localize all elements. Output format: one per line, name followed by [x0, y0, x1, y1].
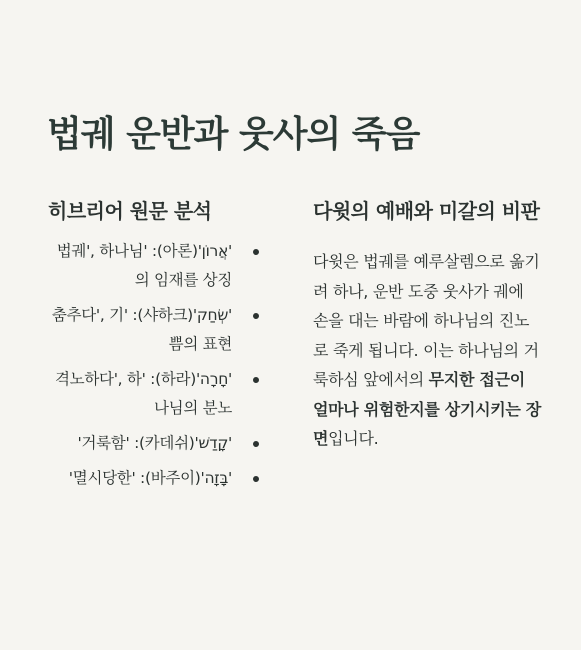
hebrew-term-list	[48, 237, 268, 493]
list-item: 'חָרָה'(하라): '격노하다', 하나님의 분노	[48, 365, 232, 423]
paragraph-ending: 입니다.	[328, 429, 379, 448]
list-item: 'קָדַשׁ'(카데쉬): '거룩함'	[48, 429, 232, 458]
worship-critique-section	[313, 196, 541, 454]
worship-critique-heading: 다윗의 예배와 미갈의 비판	[313, 199, 540, 223]
worship-critique-paragraph	[313, 247, 541, 454]
list-item: 'אֲרוֹן'(아론): '법궤', 하나님의 임재를 상징	[48, 237, 232, 295]
paragraph-text: 다윗은 법궤를 예루살렘으로 옮기려 하나, 운반 도중 웃사가 궤에 손을 대는 바람에 하나님의 진노로 죽게 됩니다. 이는 하나님의 거룩하심 앞에서의	[313, 252, 540, 389]
hebrew-analysis-heading: 히브리어 원문 분석	[48, 199, 212, 223]
page-title: 법궤 운반과 웃사의 죽음	[47, 114, 420, 155]
list-item: 'בָּזָה'(바주이): '멸시당한'	[48, 464, 232, 493]
hebrew-analysis-section	[48, 196, 268, 499]
paragraph-emphasis: 무지한 접근이 얼마나 위험한지를 상기시키는 장면	[313, 370, 541, 448]
list-item: 'שְׂחַק'(샤하크): '춤추다', 기쁨의 표현	[48, 301, 232, 359]
